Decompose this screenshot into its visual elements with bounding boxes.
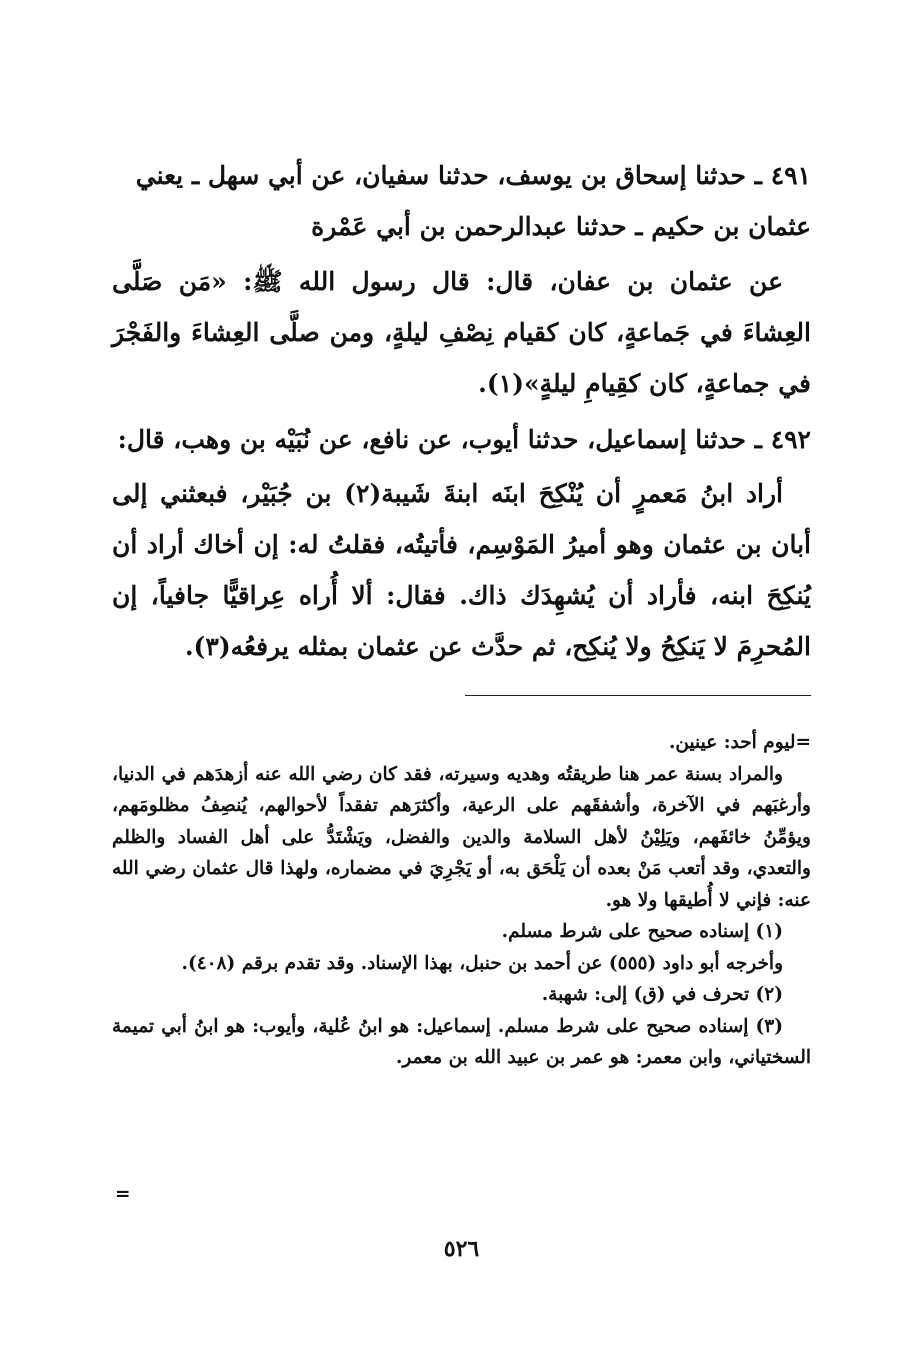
- footnote-1-takhrij: وأخرجه أبو داود (٥٥٥) عن أحمد بن حنبل، بهذا الإسناد. وقد تقدم برقم (٤٠٨).: [181, 952, 783, 974]
- footnotes: [112, 727, 811, 1074]
- footnote-3: (٣) إسناده صحيح على شرط مسلم. إسماعيل: هو ابنُ عُلية، وأيوب: هو ابنُ أبي تميمة السختياني، وابن معمر: هو عمر بن عبيد الله بن معمر.: [112, 1015, 811, 1068]
- hadith-491-isnad: [112, 150, 811, 252]
- hadith-491-matn: [112, 256, 811, 409]
- hadith-491-isnad-line2: عثمان بن حكيم ـ حدثنا عبدالرحمن بن أبي عَمْرة: [311, 212, 811, 241]
- hadith-492-matn-text: أراد ابنُ مَعمرٍ أن يُنْكِحَ ابنَه ابنةَ شَيبة(٢) بن جُبَيْر، فبعثني إلى أبان بن عثمان وهو أميرُ المَوْسِم، فأتيتُه، فقلتُ له: إن أخاك أراد أن يُنكِحَ ابنه، فأراد أن يُشهِدَك ذاك. فقال: ألا أُراه عِراقيًّا جافياً، إن المُحرِمَ لا يَنكِحُ ولا يُنكِح، ثم حدَّث عن عثمان بمثله يرفعُه(٣).: [112, 479, 811, 661]
- footnote-continuation-paragraph: والمراد بسنة عمر هنا طريقتُه وهديه وسيرته، فقد كان رضي الله عنه أزهدَهم في الدنيا، وأرغبَهم في الآخرة، وأشفقَهم على الرعية، وأكثرَهم تفقداً لأحوالهم، يُنصِفُ مظلومَهم، ويؤمِّنُ خائفَهم، ويَلِيْنُ لأهل السلامة والدين والفضل، ويَشْتَدُّ على أهل الفساد والظلم والتعدي، وقد أتعب مَنْ بعده أن يَلْحَق به، أو يَجْرِيَ في مضماره، ولهذا قال عثمان رضي الله عنه: فإني لا أُطيقها ولا هو.: [112, 763, 811, 911]
- hadith-491-matn-text: عن عثمان بن عفان، قال: قال رسول الله ﷺ: «مَن صَلَّى العِشاءَ في جَماعةٍ، كان كقيام نِصْفِ ليلةٍ، ومن صلَّى العِشاءَ والفَجْرَ في جماعةٍ، كان كقِيامِ ليلةٍ»(١).: [112, 267, 811, 398]
- footnote-separator: [465, 695, 811, 696]
- footnote-2: (٢) تحرف في (ق) إلى: شهبة.: [541, 984, 783, 1005]
- hadith-492-isnad-text: ٤٩٢ ـ حدثنا إسماعيل، حدثنا أيوب، عن نافع، عن نُبَيْه بن وهب، قال:: [117, 425, 811, 454]
- hadith-491-isnad-line1: ٤٩١ ـ حدثنا إسحاق بن يوسف، حدثنا سفيان، عن أبي سهل ـ يعني: [135, 161, 811, 190]
- footnote-continuation-mark: =: [115, 1184, 131, 1205]
- footnote-1: (١) إسناده صحيح على شرط مسلم.: [501, 921, 783, 942]
- footnote-continuation-line: =ليوم أحد: عينين.: [668, 732, 811, 753]
- page-number: ٥٢٦: [443, 1236, 480, 1262]
- hadith-492-matn: [112, 468, 811, 672]
- hadith-492-isnad: [112, 414, 811, 465]
